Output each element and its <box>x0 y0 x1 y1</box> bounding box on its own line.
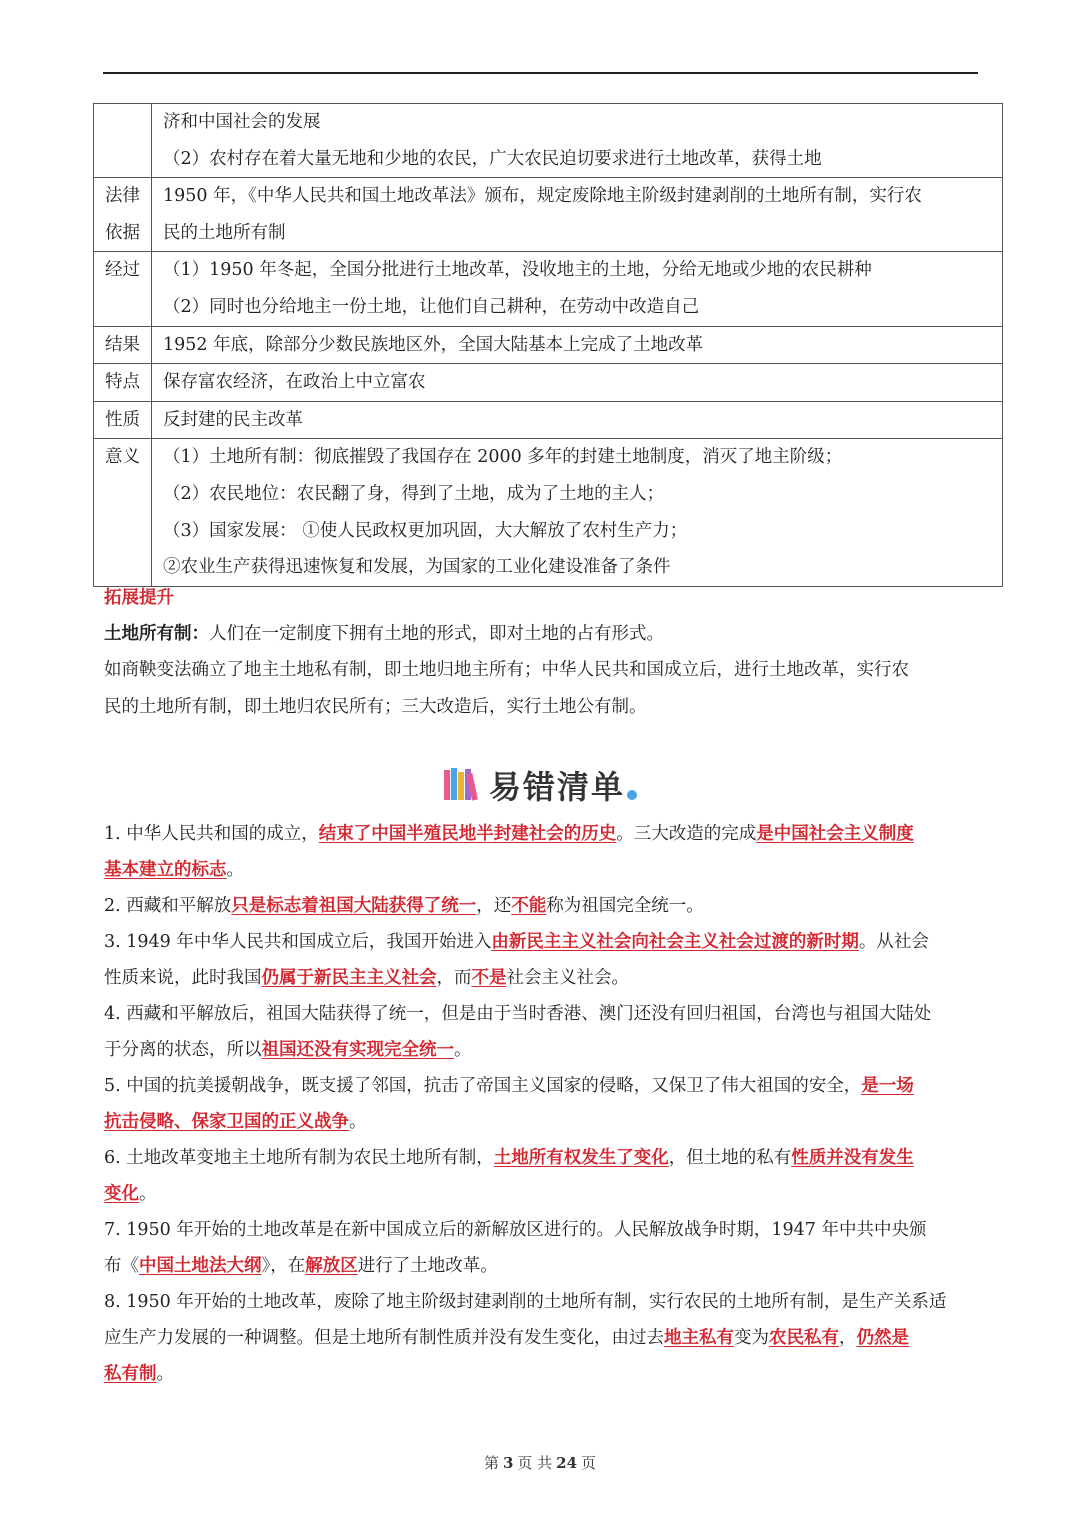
dot-icon <box>627 790 637 800</box>
table-row <box>94 178 1003 252</box>
list-item: 6. 土地改革变地主土地所有制为农民土地所有制，土地所有权发生了变化，但土地的私有性质并没有发生 变化。 <box>104 1148 914 1204</box>
books-icon <box>443 766 483 810</box>
row-label: 结果 <box>94 326 152 364</box>
table-row <box>94 252 1003 326</box>
row-label <box>94 104 152 178</box>
mistake-list <box>104 816 984 1392</box>
section-heading <box>0 762 1080 810</box>
row-content: （1）土地所有制：彻底摧毁了我国存在 2000 多年的封建土地制度，消灭了地主阶级； （2）农民地位：农民翻了身，得到了土地，成为了土地的主人； （3）国家发展： ①使人民政权更加巩固，大大解放了农村生产力； ②农业生产获得迅速恢复和发展，为国家的工业化建设准备了条件 <box>152 439 1003 586</box>
extension-title: 拓展提升 <box>104 588 174 608</box>
table-row <box>94 401 1003 439</box>
list-item: 7. 1950 年开始的土地改革是在新中国成立后的新解放区进行的。人民解放战争时期，1947 年中共中央颁 布《中国土地法大纲》，在解放区进行了土地改革。 <box>104 1220 927 1276</box>
row-content: 济和中国社会的发展 （2）农村存在着大量无地和少地的农民，广大农民迫切要求进行土地改革，获得土地 <box>152 104 1003 178</box>
page-footer: 第 3 页 共 24 页 <box>483 1454 597 1472</box>
list-item: 3. 1949 年中华人民共和国成立后，我国开始进入由新民主主义社会向社会主义社会过渡的新时期。从社会 性质来说，此时我国仍属于新民主主义社会，而不是社会主义社会。 <box>104 932 929 988</box>
row-content: 1950 年，《中华人民共和国土地改革法》颁布，规定废除地主阶级封建剥削的土地所有制，实行农 民的土地所有制 <box>152 178 1003 252</box>
table-row <box>94 364 1003 402</box>
header-rule <box>103 72 978 74</box>
row-label: 经过 <box>94 252 152 326</box>
section-title: 易错清单 <box>488 768 625 806</box>
row-label: 意义 <box>94 439 152 586</box>
list-item: 8. 1950 年开始的土地改革，废除了地主阶级封建剥削的土地所有制，实行农民的土地所有制，是生产关系适 应生产力发展的一种调整。但是土地所有制性质并没有发生变化，由过去地主私有变为农民私有，仍然是 私有制。 <box>104 1292 947 1384</box>
row-label: 法律 依据 <box>94 178 152 252</box>
table-row <box>94 439 1003 586</box>
list-item: 4. 西藏和平解放后，祖国大陆获得了统一，但是由于当时香港、澳门还没有回归祖国，台湾也与祖国大陆处 于分离的状态，所以祖国还没有实现完全统一。 <box>104 1004 932 1060</box>
row-content: 反封建的民主改革 <box>152 401 1003 439</box>
list-item: 1. 中华人民共和国的成立，结束了中国半殖民地半封建社会的历史。三大改造的完成是中国社会主义制度 基本建立的标志。 <box>104 824 914 880</box>
row-content: 1952 年底，除部分少数民族地区外，全国大陆基本上完成了土地改革 <box>152 326 1003 364</box>
list-item: 5. 中国的抗美援朝战争，既支援了邻国，抗击了帝国主义国家的侵略，又保卫了伟大祖国的安全，是一场 抗击侵略、保家卫国的正义战争。 <box>104 1076 914 1132</box>
row-content: 保存富农经济，在政治上中立富农 <box>152 364 1003 402</box>
page-number: 3 <box>502 1454 514 1472</box>
row-content: （1）1950 年冬起，全国分批进行土地改革，没收地主的土地，分给无地或少地的农民耕种 （2）同时也分给地主一份土地，让他们自己耕种，在劳动中改造自己 <box>152 252 1003 326</box>
list-item: 2. 西藏和平解放只是标志着祖国大陆获得了统一，还不能称为祖国完全统一。 <box>104 896 704 916</box>
extension-example: 如商鞅变法确立了地主土地私有制，即土地归地主所有；中华人民共和国成立后，进行土地改革，实行农 民的土地所有制，即土地归农民所有；三大改造后，实行土地公有制。 <box>104 660 909 717</box>
extension-definition: 土地所有制：人们在一定制度下拥有土地的形式，即对土地的占有形式。 <box>104 624 664 644</box>
table-row <box>94 104 1003 178</box>
table-row <box>94 326 1003 364</box>
row-label: 特点 <box>94 364 152 402</box>
land-reform-table <box>93 103 1003 587</box>
total-pages: 24 <box>556 1454 578 1472</box>
extension-section <box>104 580 984 725</box>
row-label: 性质 <box>94 401 152 439</box>
